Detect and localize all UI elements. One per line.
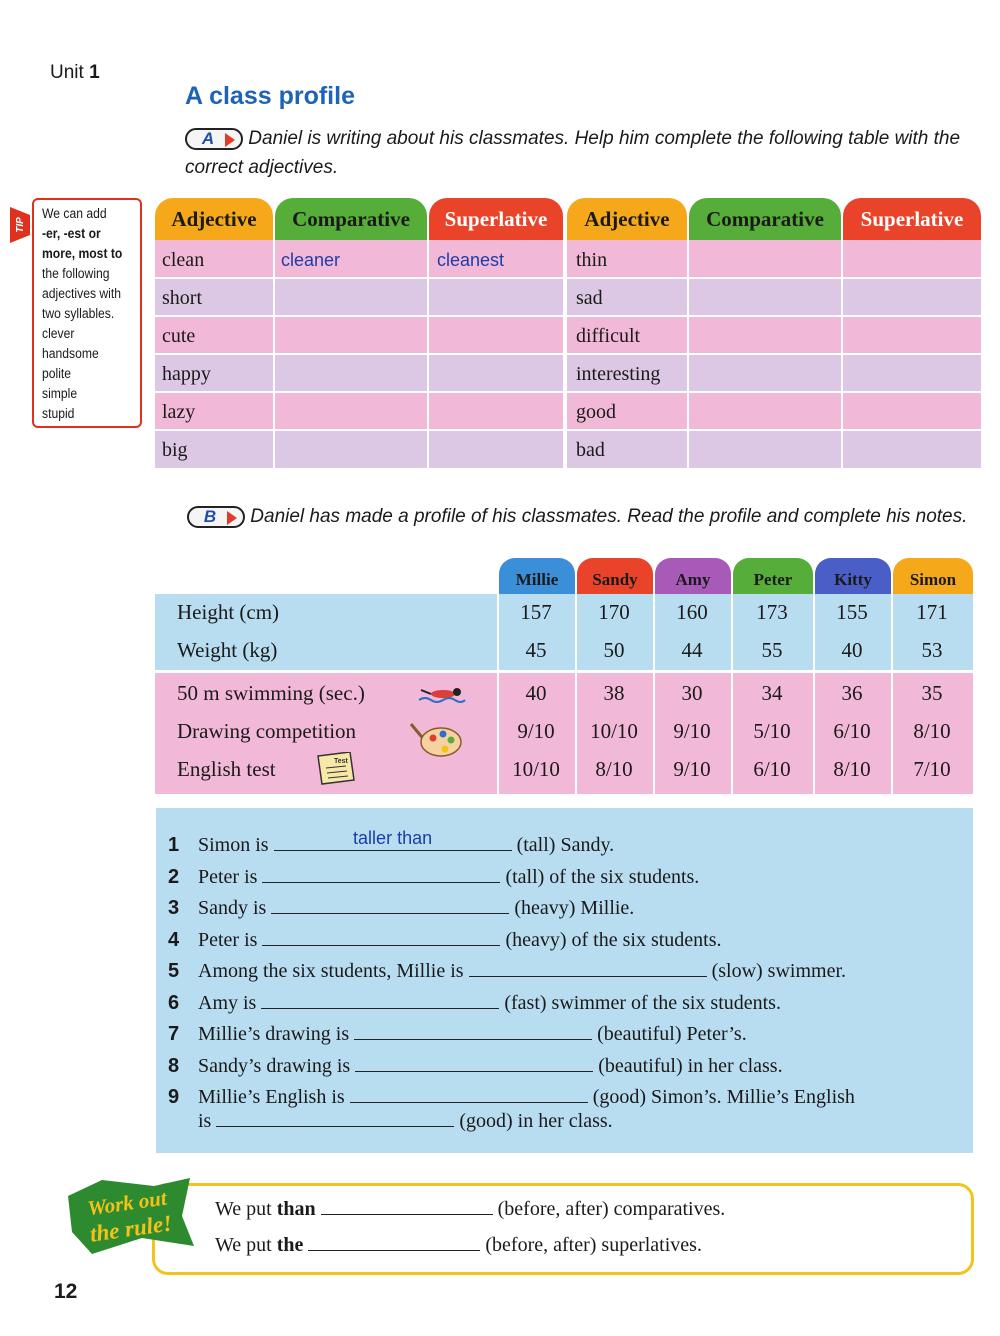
exercise-item <box>168 828 615 857</box>
row-label: Weight (kg) <box>177 638 278 662</box>
exercise-text: Sandy is <box>198 897 267 919</box>
adjective-cell: difficult <box>576 325 641 347</box>
column-divider <box>687 240 689 468</box>
adjective-cell: cute <box>162 325 196 347</box>
exercise-text: (fast) swimmer of the six students. <box>504 992 781 1014</box>
data-cell: 53 <box>921 638 943 662</box>
adjective-cell: lazy <box>162 401 196 423</box>
unit-label-text: Unit <box>50 62 84 83</box>
exercise-text: Peter is <box>198 866 258 888</box>
answer-blank[interactable] <box>308 1232 480 1251</box>
section-a-instruction-text: Daniel is writing about his classmates. Help him complete the following table with the correct adjectives. <box>185 128 961 178</box>
data-cell: 6/10 <box>753 757 791 781</box>
superlative-answer[interactable]: cleanest <box>437 250 505 270</box>
data-cell: 10/10 <box>512 757 560 781</box>
data-cell: 50 <box>603 638 625 662</box>
exercise-text: Sandy’s drawing is <box>198 1055 351 1077</box>
exercise-text: (good) Simon’s. Millie’s English <box>592 1086 855 1108</box>
rule-line-1 <box>215 1196 725 1221</box>
row-label: Drawing competition <box>177 719 357 743</box>
tip-label <box>10 205 30 245</box>
rule-line-2 <box>215 1232 702 1257</box>
comparative-answer[interactable]: cleaner <box>281 250 341 270</box>
adjective-cell: bad <box>576 439 605 461</box>
tip-line: simple <box>42 386 78 401</box>
data-cell: 9/10 <box>673 757 711 781</box>
exercise-number: 4 <box>168 929 180 951</box>
exercise-text: (beautiful) in her class. <box>598 1055 783 1077</box>
tip-line: handsome <box>42 346 99 361</box>
table-row <box>155 392 981 429</box>
data-cell: 157 <box>520 600 552 624</box>
answer-blank[interactable] <box>350 1084 588 1103</box>
test-icon-label: Test <box>334 758 348 765</box>
section-b-instruction-text: Daniel has made a profile of his classmates. Read the profile and complete his notes. <box>250 506 968 527</box>
column-divider <box>427 240 429 468</box>
tip-line: We can add <box>42 206 107 221</box>
rule-logo-line2: the rule! <box>88 1210 174 1247</box>
row-divider <box>155 277 981 279</box>
rule-text: (before, after) comparatives. <box>497 1198 726 1220</box>
tip-label-text: TIP <box>15 217 26 233</box>
paint-palette-icon <box>403 718 463 758</box>
unit-number: 1 <box>89 62 100 83</box>
play-arrow-icon <box>227 511 237 525</box>
header-adjective: Adjective <box>155 198 273 240</box>
data-cell: 173 <box>756 600 788 624</box>
data-cell: 10/10 <box>590 719 638 743</box>
tip-text <box>42 204 128 424</box>
row-label: English test <box>177 757 276 781</box>
data-cell: 34 <box>761 681 783 705</box>
data-cell: 155 <box>836 600 868 624</box>
exercise-text: (slow) swimmer. <box>711 960 846 982</box>
tip-line: polite <box>42 366 72 381</box>
row-divider <box>155 353 981 355</box>
exercise-text: Millie’s English is <box>198 1086 345 1108</box>
exercise-text: (tall) of the six students. <box>505 866 700 888</box>
header-adjective: Adjective <box>567 198 687 240</box>
exercise-item <box>168 1053 783 1078</box>
exercise-number: 9 <box>168 1086 180 1108</box>
tip-line-bold: -er, -est or <box>42 226 101 241</box>
data-cell: 35 <box>921 681 943 705</box>
answer-blank[interactable] <box>261 990 499 1009</box>
tip-line: the following <box>42 266 110 281</box>
student-name-amy: Amy <box>655 558 731 594</box>
section-a-badge <box>185 128 243 150</box>
adjective-table <box>155 198 981 468</box>
exercise-item <box>168 927 722 952</box>
section-b-badge-letter: B <box>203 507 217 526</box>
data-cell: 170 <box>598 600 630 624</box>
table-row <box>155 316 981 353</box>
rule-text: (before, after) superlatives. <box>485 1234 702 1256</box>
section-a-badge-letter: A <box>201 129 215 148</box>
exercise-item <box>168 958 846 983</box>
exercise-item <box>168 990 781 1015</box>
row-label: 50 m swimming (sec.) <box>177 681 365 705</box>
data-cell: 171 <box>916 600 948 624</box>
profile-table <box>155 558 973 794</box>
tip-line: adjectives with <box>42 286 122 301</box>
section-a-instruction <box>185 124 975 182</box>
adjective-cell: sad <box>576 287 603 309</box>
exercise-text: Peter is <box>198 929 258 951</box>
exercise-text: Amy is <box>198 992 257 1014</box>
rule-text: We put <box>215 1198 272 1220</box>
rule-text: We put <box>215 1234 272 1256</box>
data-cell: 160 <box>676 600 708 624</box>
exercise-text: (heavy) of the six students. <box>505 929 722 951</box>
table-row <box>155 430 981 468</box>
data-cell: 36 <box>841 681 863 705</box>
column-divider <box>731 594 733 794</box>
swimmer-icon <box>417 682 467 708</box>
exercise-item <box>168 864 699 889</box>
student-name-millie: Millie <box>499 558 575 594</box>
exercise-text: is <box>198 1110 212 1132</box>
adjective-cell: big <box>162 439 188 461</box>
answer-fill: taller than <box>353 828 433 848</box>
play-arrow-icon <box>225 133 235 147</box>
exercise-text: (heavy) Millie. <box>514 897 635 919</box>
rule-keyword: the <box>276 1234 304 1256</box>
answer-blank[interactable] <box>274 828 512 851</box>
work-out-the-rule-logo <box>62 1176 197 1258</box>
header-comparative: Comparative <box>275 198 427 240</box>
data-cell: 55 <box>761 638 783 662</box>
data-cell: 44 <box>681 638 703 662</box>
data-cell: 9/10 <box>673 719 711 743</box>
page-title: A class profile <box>185 82 355 110</box>
row-divider <box>155 429 981 431</box>
exercise-item <box>168 1108 613 1133</box>
data-cell: 8/10 <box>833 757 871 781</box>
data-cell: 40 <box>525 681 547 705</box>
tip-line-bold: more, most to <box>42 246 123 261</box>
data-cell: 38 <box>603 681 625 705</box>
tip-line <box>42 244 128 264</box>
section-b-badge <box>187 506 245 528</box>
exercise-number: 7 <box>168 1023 180 1045</box>
tip-line: two syllables. <box>42 306 115 321</box>
data-cell: 45 <box>525 638 547 662</box>
tip-line <box>42 224 128 244</box>
exercise-text: (tall) Sandy. <box>516 834 615 856</box>
data-cell: 9/10 <box>517 719 555 743</box>
data-cell: 5/10 <box>753 719 791 743</box>
exercise-number: 6 <box>168 992 180 1014</box>
answer-blank[interactable] <box>321 1196 493 1215</box>
unit-label <box>50 62 100 84</box>
adjective-cell: short <box>162 287 202 309</box>
answer-blank[interactable] <box>355 1053 593 1072</box>
exercise-number: 3 <box>168 897 180 919</box>
exercise-item <box>168 895 634 920</box>
table-row <box>155 354 981 391</box>
column-divider <box>891 594 893 794</box>
test-paper-icon <box>312 752 356 786</box>
data-cell: 8/10 <box>913 719 951 743</box>
page-number: 12 <box>54 1280 78 1303</box>
student-name-sandy: Sandy <box>577 558 653 594</box>
column-divider <box>841 240 843 468</box>
exercise-number: 1 <box>168 834 180 856</box>
tip-line: clever <box>42 326 75 341</box>
answer-blank[interactable] <box>271 895 509 914</box>
answer-blank[interactable] <box>262 864 500 883</box>
answer-blank[interactable] <box>469 958 707 977</box>
header-superlative: Superlative <box>429 198 563 240</box>
adjective-cell: good <box>576 401 616 423</box>
adjective-cell: happy <box>162 363 211 385</box>
data-cell: 40 <box>841 638 863 662</box>
exercise-text: Among the six students, Millie is <box>198 960 464 982</box>
table-row <box>155 278 981 315</box>
exercise-text: Millie’s drawing is <box>198 1023 350 1045</box>
exercise-text: Simon is <box>198 834 269 856</box>
section-b-instruction <box>187 502 977 531</box>
exercise-number: 2 <box>168 866 180 888</box>
exercise-text: (beautiful) Peter’s. <box>597 1023 747 1045</box>
rule-keyword: than <box>276 1198 316 1220</box>
rule-logo-line1: Work out <box>85 1185 169 1221</box>
header-superlative: Superlative <box>843 198 981 240</box>
exercise-item <box>168 1021 747 1046</box>
data-cell: 30 <box>681 681 703 705</box>
answer-blank[interactable] <box>262 927 500 946</box>
exercise-item <box>168 1084 855 1109</box>
answer-blank[interactable] <box>354 1021 592 1040</box>
exercise-text: (good) in her class. <box>459 1110 613 1132</box>
exercise-number: 8 <box>168 1055 180 1077</box>
adjective-cell: clean <box>162 249 205 271</box>
data-cell: 7/10 <box>913 757 951 781</box>
student-name-peter: Peter <box>733 558 813 594</box>
column-divider <box>273 240 275 468</box>
exercise-number: 5 <box>168 960 180 982</box>
data-cell: 6/10 <box>833 719 871 743</box>
student-name-simon: Simon <box>893 558 973 594</box>
student-name-kitty: Kitty <box>815 558 891 594</box>
tip-line: stupid <box>42 406 75 421</box>
data-cell: 8/10 <box>595 757 633 781</box>
column-divider <box>563 240 567 468</box>
header-comparative: Comparative <box>689 198 841 240</box>
row-divider <box>155 315 981 317</box>
table-row <box>155 240 981 277</box>
adjective-cell: thin <box>576 249 608 271</box>
adjective-cell: interesting <box>576 363 661 385</box>
row-label: Height (cm) <box>177 600 280 624</box>
band-divider <box>155 670 973 673</box>
answer-blank[interactable] <box>216 1108 454 1127</box>
row-divider <box>155 391 981 393</box>
